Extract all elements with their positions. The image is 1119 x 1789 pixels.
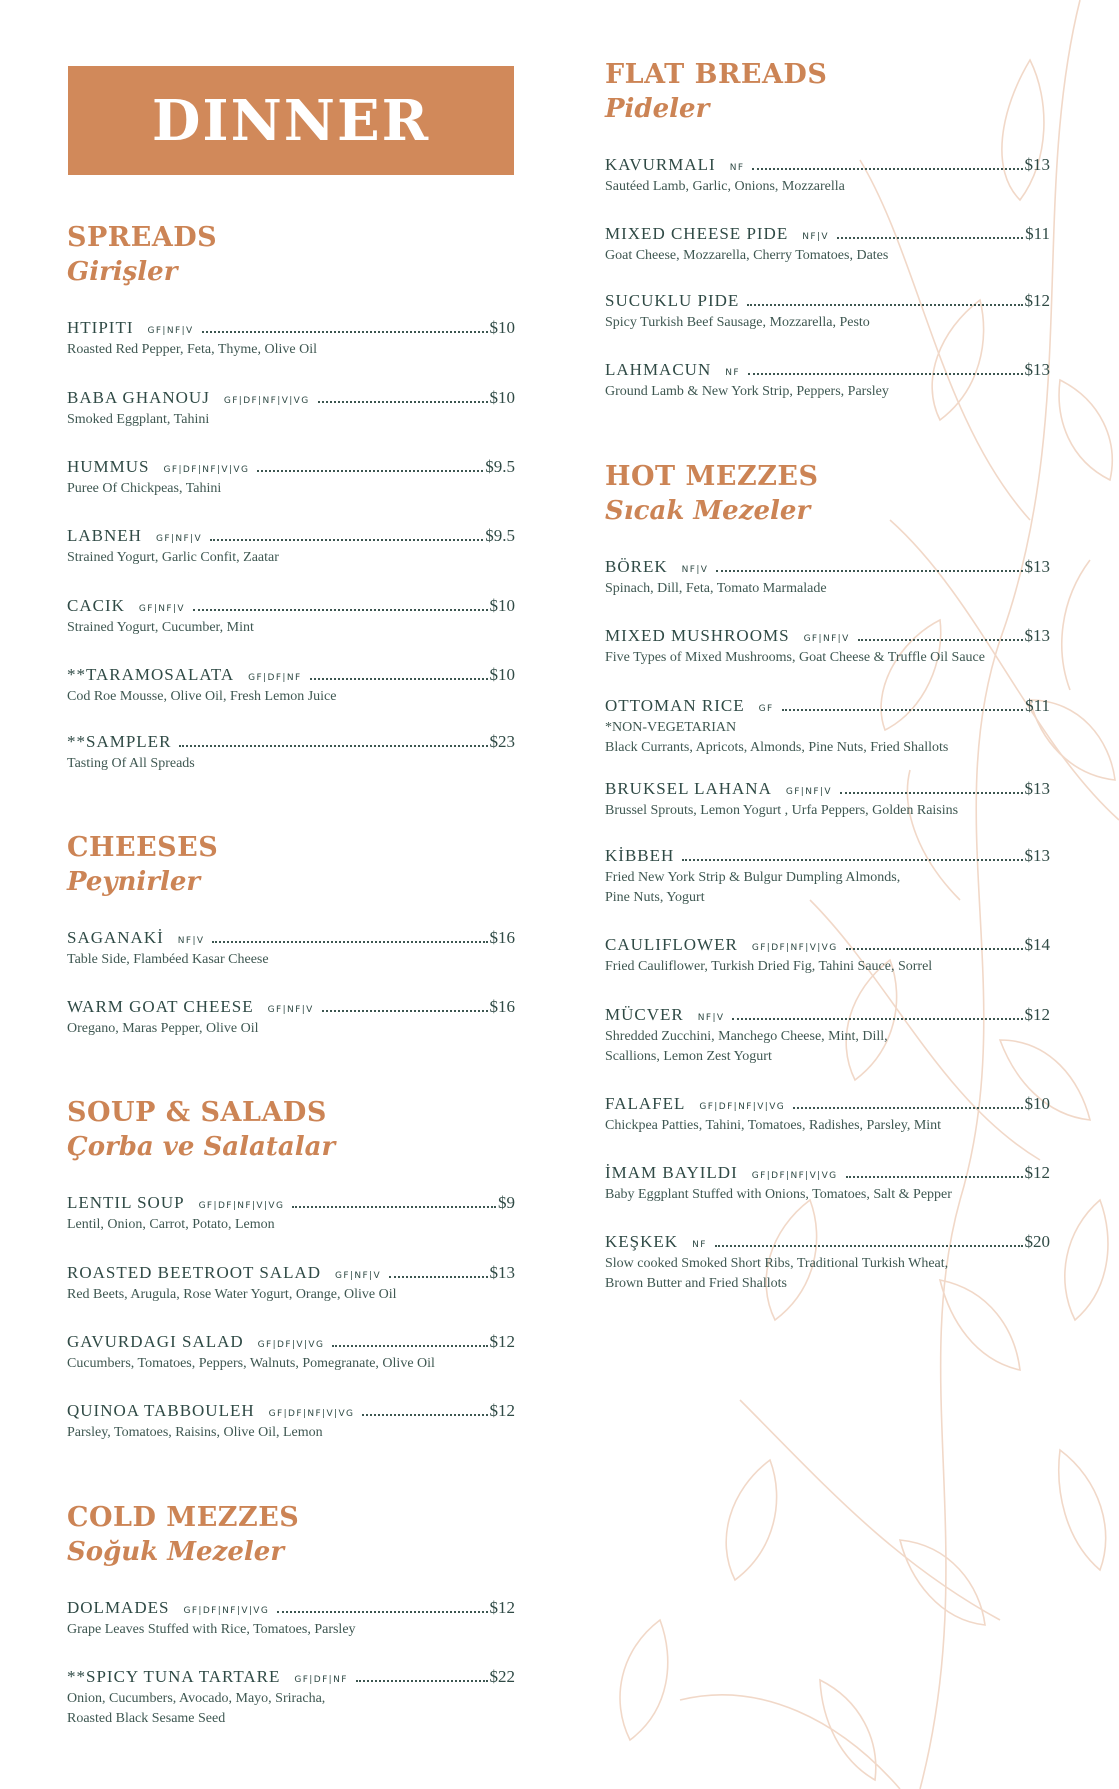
menu-item	[67, 1263, 515, 1305]
leader-dots	[840, 792, 1023, 794]
item-price: $13	[1024, 846, 1050, 865]
menu-item	[605, 696, 1050, 758]
item-price: $12	[489, 1401, 515, 1420]
item-price: $20	[1024, 1232, 1050, 1251]
leader-dots	[389, 1276, 487, 1278]
section-title: COLD MEZZES	[67, 1502, 300, 1533]
menu-item	[605, 779, 1050, 821]
item-dietary-tags: GF|DF|NF|V|VG	[223, 396, 310, 406]
section-title: CHEESES	[67, 832, 219, 863]
leader-dots	[322, 1010, 488, 1012]
item-name: QUINOA TABBOULEH	[67, 1401, 255, 1420]
item-name: **SPICY TUNA TARTARE	[67, 1667, 281, 1686]
item-dietary-tags: NF	[725, 368, 740, 378]
leader-dots	[716, 570, 1022, 572]
item-name: WARM GOAT CHEESE	[67, 997, 254, 1016]
leader-dots	[257, 470, 483, 472]
item-price: $13	[1024, 155, 1050, 174]
item-name: **TARAMOSALATA	[67, 665, 235, 684]
section-title: SOUP & SALADS	[67, 1097, 327, 1128]
item-name: CAULIFLOWER	[605, 935, 738, 954]
item-dietary-tags: NF|V	[681, 565, 709, 575]
leader-dots	[318, 401, 488, 403]
leader-dots	[715, 1245, 1023, 1247]
item-description: Onion, Cucumbers, Avocado, Mayo, Sriracha,	[67, 1691, 326, 1706]
item-price: $12	[489, 1598, 515, 1617]
leader-dots	[858, 639, 1023, 641]
leader-dots	[179, 745, 487, 747]
item-name: LAHMACUN	[605, 360, 712, 379]
item-dietary-tags: NF|V	[177, 936, 205, 946]
leader-dots	[682, 859, 1022, 861]
section-hot-mezzes	[605, 460, 1050, 528]
item-price: $12	[1024, 291, 1050, 310]
item-name: CACIK	[67, 596, 125, 615]
item-name: SUCUKLU PIDE	[605, 291, 740, 310]
item-description: Spinach, Dill, Feta, Tomato Marmalade	[605, 581, 827, 596]
item-description: Lentil, Onion, Carrot, Potato, Lemon	[67, 1217, 275, 1232]
item-description: Smoked Eggplant, Tahini	[67, 412, 210, 427]
item-description: Chickpea Patties, Tahini, Tomatoes, Radishes, Parsley, Mint	[605, 1118, 942, 1133]
menu-item	[67, 388, 515, 430]
item-description: Puree Of Chickpeas, Tahini	[67, 481, 222, 496]
menu-item	[605, 224, 1050, 266]
section-title: HOT MEZZES	[605, 461, 819, 492]
item-dietary-tags: GF|DF|NF|V|VG	[699, 1102, 786, 1112]
menu-item	[67, 665, 515, 707]
menu-item	[67, 1193, 515, 1235]
item-dietary-tags: GF|NF|V	[335, 1271, 382, 1281]
item-dietary-tags: GF|DF|NF	[248, 673, 302, 683]
section-title: SPREADS	[67, 222, 218, 253]
menu-item	[67, 928, 515, 970]
item-name: BÖREK	[605, 557, 668, 576]
item-description: Brussel Sprouts, Lemon Yogurt , Urfa Peppers, Golden Raisins	[605, 803, 959, 818]
item-name: FALAFEL	[605, 1094, 686, 1113]
section-subtitle: Sıcak Mezeler	[605, 496, 811, 526]
item-price: $13	[1024, 360, 1050, 379]
leader-dots	[793, 1107, 1022, 1109]
item-name: KAVURMALI	[605, 155, 716, 174]
item-name: HUMMUS	[67, 457, 150, 476]
item-dietary-tags: NF|V	[802, 232, 829, 242]
item-price: $16	[489, 997, 515, 1016]
item-price: $9.5	[485, 526, 515, 545]
item-price: $13	[489, 1263, 515, 1282]
item-dietary-tags: GF|NF|V	[138, 604, 185, 614]
leader-dots	[356, 1680, 488, 1682]
leader-dots	[332, 1345, 487, 1347]
item-name: LABNEH	[67, 526, 142, 545]
item-name: BRUKSEL LAHANA	[605, 779, 772, 798]
section-flat-breads	[605, 58, 1050, 126]
item-name: **SAMPLER	[67, 732, 172, 751]
menu-item	[605, 935, 1050, 977]
item-description: Parsley, Tomatoes, Raisins, Olive Oil, Lemon	[67, 1425, 323, 1440]
item-name: BABA GHANOUJ	[67, 388, 210, 407]
leader-dots	[362, 1414, 487, 1416]
item-price: $10	[489, 388, 515, 407]
item-name: HTIPITI	[67, 318, 134, 337]
menu-item	[605, 1094, 1050, 1136]
menu-item	[67, 997, 515, 1039]
item-dietary-tags: GF|DF|NF|V|VG	[268, 1409, 355, 1419]
section-spreads	[67, 221, 515, 289]
leader-dots	[210, 539, 483, 541]
item-description: Cucumbers, Tomatoes, Peppers, Walnuts, Pomegranate, Olive Oil	[67, 1356, 435, 1371]
item-description: Pine Nuts, Yogurt	[605, 890, 705, 905]
item-description: Strained Yogurt, Garlic Confit, Zaatar	[67, 550, 279, 565]
menu-item	[605, 626, 1050, 668]
item-price: $9.5	[485, 457, 515, 476]
item-dietary-tags: GF|DF|NF	[294, 1675, 348, 1685]
item-name: SAGANAKİ	[67, 928, 164, 947]
section-cold-mezzes	[67, 1501, 515, 1569]
item-name: MIXED MUSHROOMS	[605, 626, 790, 645]
dinner-banner: DINNER	[68, 66, 514, 175]
item-price: $13	[1024, 557, 1050, 576]
leader-dots	[310, 678, 488, 680]
menu-item	[605, 1232, 1050, 1294]
menu-item	[67, 1401, 515, 1443]
leader-dots	[748, 373, 1023, 375]
item-description: Slow cooked Smoked Short Ribs, Traditional Turkish Wheat,	[605, 1256, 949, 1271]
item-price: $12	[1024, 1163, 1050, 1182]
section-subtitle: Çorba ve Salatalar	[67, 1132, 336, 1162]
item-description: Cod Roe Mousse, Olive Oil, Fresh Lemon Juice	[67, 689, 337, 704]
item-name: ROASTED BEETROOT SALAD	[67, 1263, 322, 1282]
leader-dots	[732, 1018, 1022, 1020]
menu-item	[605, 846, 1050, 908]
item-name: GAVURDAGI SALAD	[67, 1332, 244, 1351]
section-subtitle: Pideler	[605, 94, 710, 124]
item-dietary-tags: NF|V	[697, 1013, 725, 1023]
item-dietary-tags: GF|DF|NF|V|VG	[751, 943, 838, 953]
item-description: Spicy Turkish Beef Sausage, Mozzarella, Pesto	[605, 315, 870, 330]
item-price: $13	[1024, 626, 1050, 645]
item-description: Roasted Red Pepper, Feta, Thyme, Olive Oil	[67, 342, 317, 357]
item-name: MIXED CHEESE PIDE	[605, 224, 789, 243]
item-price: $23	[489, 732, 515, 751]
item-price: $16	[489, 928, 515, 947]
menu-item	[605, 1163, 1050, 1205]
item-price: $10	[489, 318, 515, 337]
item-name: KİBBEH	[605, 846, 675, 865]
item-price: $14	[1024, 935, 1050, 954]
leader-dots	[837, 237, 1023, 239]
item-description: Fried New York Strip & Bulgur Dumpling Almonds,	[605, 870, 901, 885]
item-dietary-tags: GF|NF|V	[147, 326, 194, 336]
item-dietary-tags: GF|DF|NF|V|VG	[198, 1201, 285, 1211]
menu-item	[605, 360, 1050, 402]
leader-dots	[782, 709, 1024, 711]
leader-dots	[292, 1206, 496, 1208]
item-name: LENTIL SOUP	[67, 1193, 185, 1212]
section-subtitle: Girişler	[67, 257, 178, 287]
menu-item	[67, 596, 515, 638]
item-description: Strained Yogurt, Cucumber, Mint	[67, 620, 254, 635]
item-dietary-tags: GF|NF|V	[267, 1005, 314, 1015]
item-description: Shredded Zucchini, Manchego Cheese, Mint, Dill,	[605, 1029, 888, 1044]
item-price: $10	[489, 596, 515, 615]
leader-dots	[202, 331, 488, 333]
leader-dots	[752, 168, 1022, 170]
item-description: Black Currants, Apricots, Almonds, Pine Nuts, Fried Shallots	[605, 740, 949, 755]
item-price: $10	[1024, 1094, 1050, 1113]
menu-item	[67, 526, 515, 568]
leader-dots	[193, 609, 488, 611]
item-description: Scallions, Lemon Zest Yogurt	[605, 1049, 772, 1064]
section-subtitle: Peynirler	[67, 867, 201, 897]
item-description: Table Side, Flambéed Kasar Cheese	[67, 952, 269, 967]
item-dietary-tags: GF|DF|NF|V|VG	[183, 1606, 270, 1616]
section-subtitle: Soğuk Mezeler	[67, 1537, 285, 1567]
item-dietary-tags: GF|NF|V	[785, 787, 832, 797]
item-name: İMAM BAYILDI	[605, 1163, 738, 1182]
menu-item	[67, 732, 515, 774]
item-description: Grape Leaves Stuffed with Rice, Tomatoes, Parsley	[67, 1622, 356, 1637]
menu-item	[67, 457, 515, 499]
section-cheeses	[67, 831, 515, 899]
item-dietary-tags: GF|DF|NF|V|VG	[751, 1171, 838, 1181]
item-dietary-tags: GF|NF|V	[803, 634, 850, 644]
section-title: FLAT BREADS	[605, 59, 828, 90]
menu-item	[67, 1332, 515, 1374]
leader-dots	[277, 1611, 487, 1613]
item-description: Oregano, Maras Pepper, Olive Oil	[67, 1021, 259, 1036]
item-description: Ground Lamb & New York Strip, Peppers, Parsley	[605, 384, 889, 399]
item-dietary-tags: GF|DF|NF|V|VG	[163, 465, 250, 475]
item-description: *NON-VEGETARIAN	[605, 720, 737, 735]
menu-item	[605, 155, 1050, 197]
item-dietary-tags: GF	[758, 704, 774, 714]
item-description: Tasting Of All Spreads	[67, 756, 195, 771]
item-price: $11	[1025, 696, 1050, 715]
item-price: $11	[1025, 224, 1050, 243]
leader-dots	[212, 941, 487, 943]
menu-item	[605, 557, 1050, 599]
item-description: Five Types of Mixed Mushrooms, Goat Cheese & Truffle Oil Sauce	[605, 650, 985, 665]
item-dietary-tags: GF|DF|V|VG	[257, 1340, 325, 1350]
item-name: MÜCVER	[605, 1005, 684, 1024]
item-price: $10	[489, 665, 515, 684]
item-description: Fried Cauliflower, Turkish Dried Fig, Tahini Sauce, Sorrel	[605, 959, 933, 974]
item-price: $12	[1024, 1005, 1050, 1024]
item-name: DOLMADES	[67, 1598, 170, 1617]
menu-item	[605, 1005, 1050, 1067]
item-description: Sautéed Lamb, Garlic, Onions, Mozzarella	[605, 179, 845, 194]
menu-item	[67, 1667, 515, 1729]
menu-item	[67, 318, 515, 360]
menu-item	[605, 291, 1050, 333]
item-description: Roasted Black Sesame Seed	[67, 1711, 226, 1726]
item-description: Goat Cheese, Mozzarella, Cherry Tomatoes, Dates	[605, 248, 889, 263]
item-name: OTTOMAN RICE	[605, 696, 745, 715]
item-dietary-tags: NF	[692, 1240, 707, 1250]
item-dietary-tags: GF|NF|V	[155, 534, 203, 544]
item-description: Red Beets, Arugula, Rose Water Yogurt, Orange, Olive Oil	[67, 1287, 397, 1302]
menu-item	[67, 1598, 515, 1640]
item-description: Brown Butter and Fried Shallots	[605, 1276, 787, 1291]
leader-dots	[747, 304, 1022, 306]
item-price: $13	[1024, 779, 1050, 798]
item-description: Baby Eggplant Stuffed with Onions, Tomatoes, Salt & Pepper	[605, 1187, 952, 1202]
item-dietary-tags: NF	[729, 163, 745, 173]
item-price: $12	[489, 1332, 515, 1351]
leader-dots	[846, 948, 1023, 950]
item-price: $9	[498, 1193, 515, 1212]
item-price: $22	[489, 1667, 515, 1686]
item-name: KEŞKEK	[605, 1232, 679, 1251]
leader-dots	[846, 1176, 1023, 1178]
section-soup-salads	[67, 1096, 515, 1164]
